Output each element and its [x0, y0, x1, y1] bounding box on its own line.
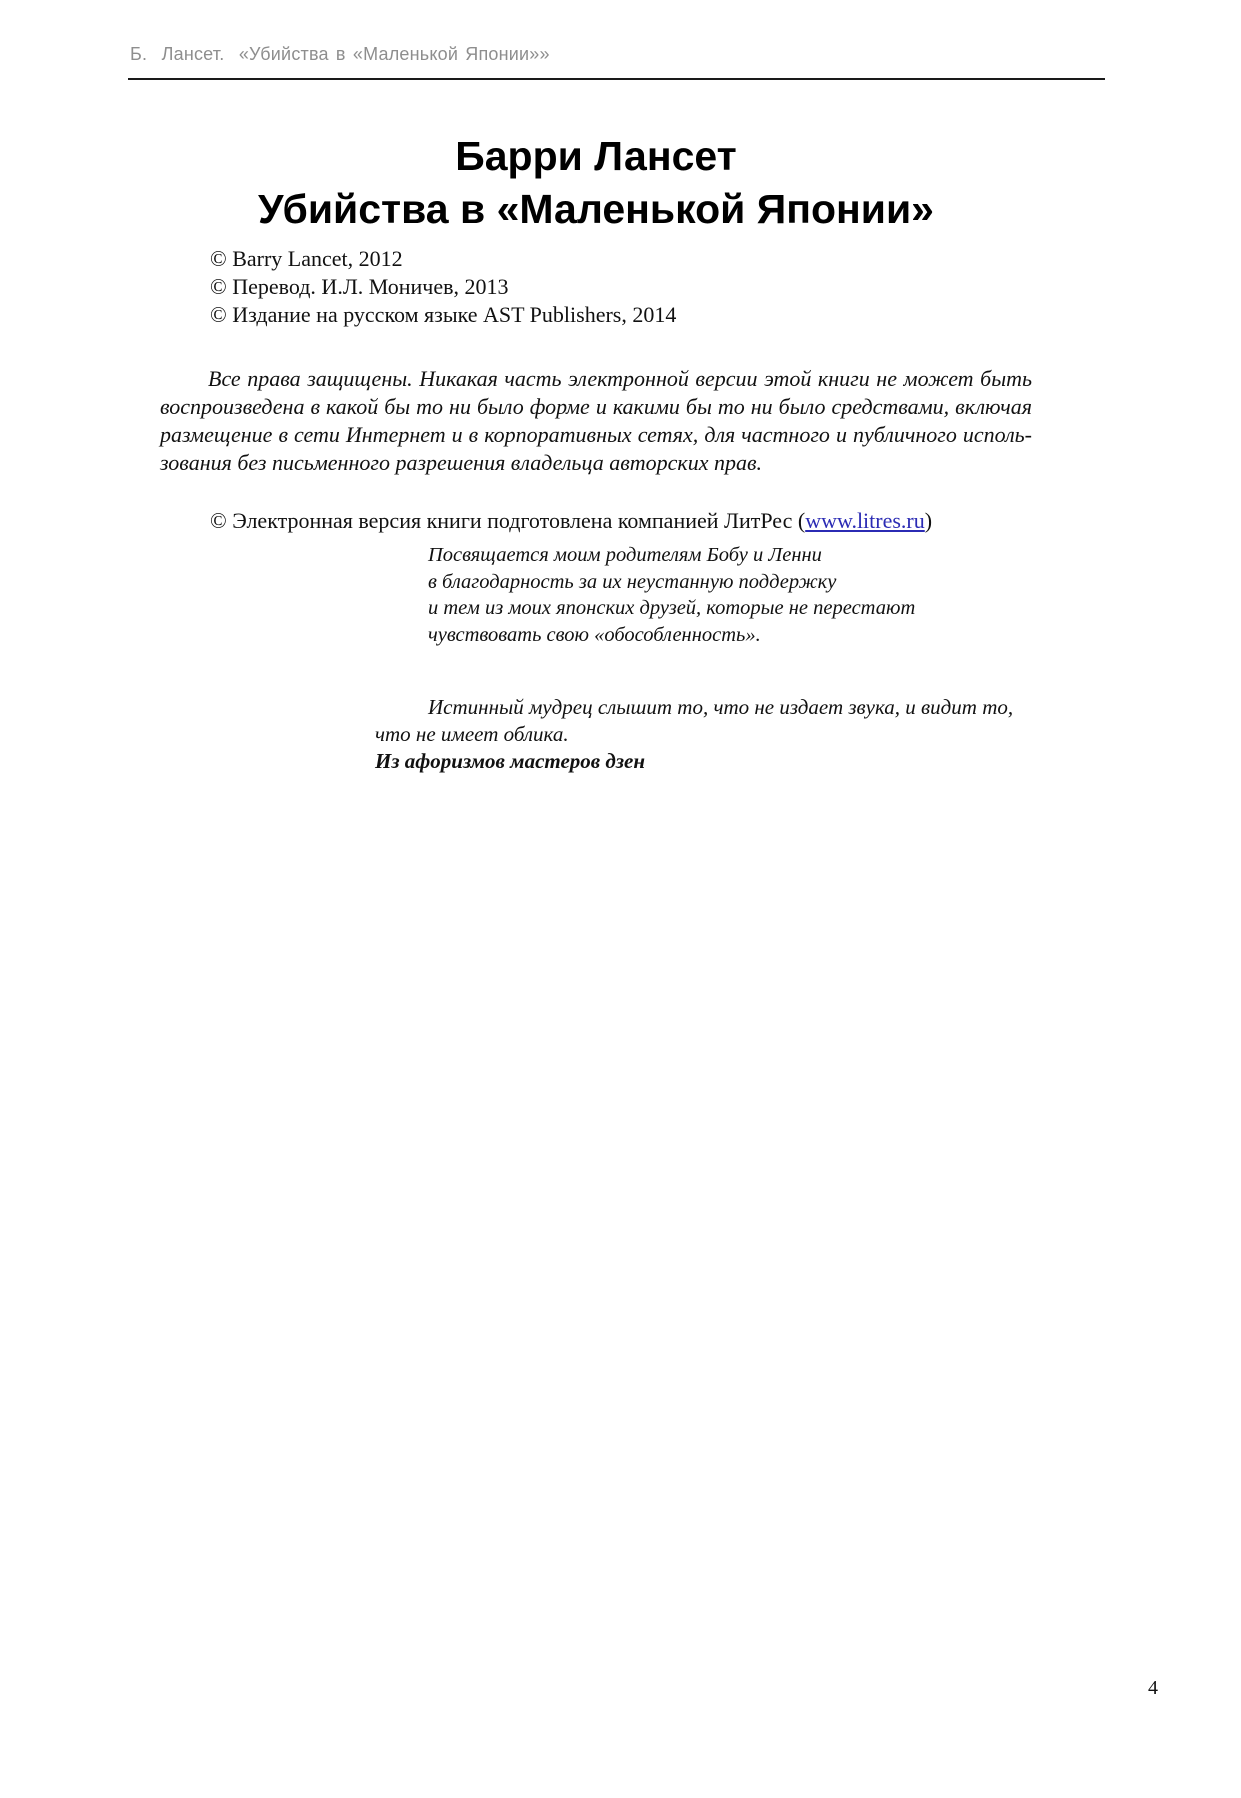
rights-notice	[160, 365, 1032, 477]
rights-line: Все права защищены. Никакая часть электронной версии этой книги не может быть	[208, 366, 1032, 391]
dedication-line: в благодарность за их неустанную поддержку	[428, 570, 837, 593]
litres-credit-suffix: )	[924, 508, 933, 533]
litres-credit	[210, 507, 1241, 535]
epigraph-line: что не имеет облика.	[375, 722, 569, 746]
book-title: Убийства в «Маленькой Японии»	[258, 186, 934, 232]
litres-link[interactable]: www.litres.ru	[805, 508, 925, 533]
copyright-line-edition: © Издание на русском языке AST Publishers, 2014	[210, 302, 677, 327]
dedication-line: Посвящается моим родителям Бобу и Ленни	[428, 544, 822, 566]
dedication-line: и тем из моих японских друзей, которые не перестают	[428, 597, 916, 619]
dedication	[428, 542, 1241, 648]
copyright-line-translation: © Перевод. И.Л. Моничев, 2013	[210, 274, 509, 299]
copyright-line-author: © Barry Lancet, 2012	[210, 246, 403, 271]
rights-line: размещение в сети Интернет и в корпоративных сетях, для частного и публичного исполь-	[160, 422, 1032, 447]
rights-line: воспроизведена в какой бы то ни было форме и какими бы то ни было средствами, включая	[160, 394, 1032, 419]
running-header: Б. Лансет. «Убийства в «Маленькой Японии»»	[130, 44, 550, 64]
copyright-block	[210, 245, 1241, 329]
epigraph-line: Истинный мудрец слышит то, что не издает звука, и видит то,	[428, 695, 1014, 719]
header-divider	[128, 78, 1105, 80]
page-number: 4	[1148, 1677, 1158, 1699]
epigraph-attribution: Из афоризмов мастеров дзен	[375, 749, 645, 773]
litres-credit-text: © Электронная версия книги подготовлена компанией ЛитРес (	[210, 508, 806, 533]
epigraph	[375, 694, 1065, 748]
book-title-block	[160, 130, 1032, 236]
book-page	[0, 44, 1241, 1798]
dedication-line: чувствовать свою «обособленность».	[428, 623, 761, 646]
rights-line: зования без письменного разрешения владельца авторских прав.	[160, 450, 763, 475]
book-author: Барри Лансет	[455, 133, 737, 179]
